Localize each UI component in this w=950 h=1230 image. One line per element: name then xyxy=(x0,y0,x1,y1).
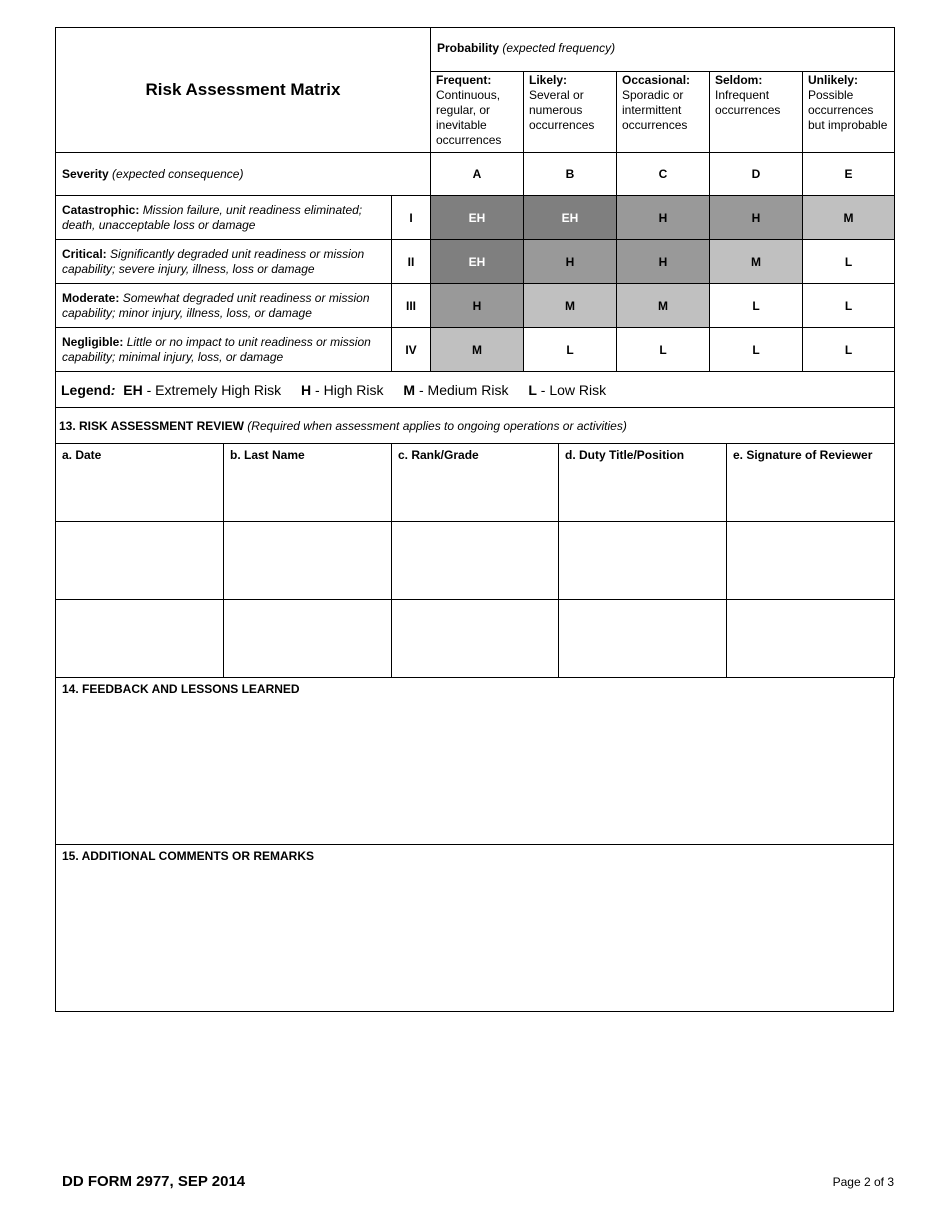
feedback-section xyxy=(55,678,894,845)
risk-cell: M xyxy=(524,284,617,328)
review-row xyxy=(56,522,895,600)
legend-colon: : xyxy=(110,381,116,398)
legend-code: EH xyxy=(123,381,143,398)
form-page xyxy=(55,27,894,1012)
review-row xyxy=(56,600,895,678)
probability-letter: C xyxy=(617,153,710,196)
date-field[interactable] xyxy=(56,522,224,600)
probability-desc: Sporadic or intermittent occurrences xyxy=(622,88,688,132)
severity-desc: Mission failure, unit readiness eliminated; death, unacceptable loss or damage xyxy=(62,202,363,232)
rank-grade-label: c. Rank/Grade xyxy=(398,448,479,462)
date-label: a. Date xyxy=(62,448,102,462)
review-title: 13. RISK ASSESSMENT REVIEW xyxy=(59,418,244,433)
probability-name: Seldom: xyxy=(715,73,763,87)
legend-item-h xyxy=(301,382,383,398)
risk-assessment-review xyxy=(55,408,895,678)
risk-cell: H xyxy=(431,284,524,328)
rank-grade-field[interactable] xyxy=(392,600,559,678)
comments-field[interactable] xyxy=(56,845,894,1012)
probability-name: Occasional: xyxy=(622,73,691,87)
severity-row-moderate xyxy=(56,284,895,328)
legend-code: L xyxy=(528,381,537,398)
severity-description xyxy=(56,328,392,372)
legend-code: M xyxy=(403,381,416,398)
probability-note: (expected frequency) xyxy=(502,41,616,55)
probability-likely xyxy=(524,72,617,153)
severity-description xyxy=(56,284,392,328)
probability-frequent xyxy=(431,72,524,153)
probability-name: Likely: xyxy=(529,73,568,87)
risk-cell: H xyxy=(524,240,617,284)
rank-grade-field[interactable] xyxy=(392,522,559,600)
risk-cell: L xyxy=(710,328,803,372)
probability-desc: Continuous, regular, or inevitable occurrences xyxy=(436,88,502,147)
review-note: (Required when assessment applies to ongoing operations or activities) xyxy=(247,418,627,433)
legend-item-m xyxy=(403,382,508,398)
risk-cell: H xyxy=(710,196,803,240)
last-name-field[interactable] xyxy=(224,444,392,522)
comments-title: 15. ADDITIONAL COMMENTS OR REMARKS xyxy=(62,849,315,863)
feedback-field[interactable] xyxy=(56,678,894,845)
severity-level: III xyxy=(392,284,431,328)
severity-name: Moderate: xyxy=(62,290,120,305)
risk-cell: M xyxy=(431,328,524,372)
risk-cell: L xyxy=(710,284,803,328)
last-name-label: b. Last Name xyxy=(230,448,305,462)
risk-cell: L xyxy=(803,284,895,328)
risk-assessment-matrix xyxy=(55,27,895,408)
last-name-field[interactable] xyxy=(224,522,392,600)
duty-title-field[interactable] xyxy=(559,444,727,522)
probability-label: Probability xyxy=(437,41,500,55)
form-id: DD FORM 2977, SEP 2014 xyxy=(62,1173,246,1190)
probability-header xyxy=(431,28,895,72)
probability-seldom xyxy=(710,72,803,153)
legend-label: Legend xyxy=(61,381,111,398)
severity-row-critical xyxy=(56,240,895,284)
probability-desc: Infrequent occurrences xyxy=(715,88,781,117)
severity-level: IV xyxy=(392,328,431,372)
last-name-field[interactable] xyxy=(224,600,392,678)
severity-desc: Significantly degraded unit readiness or mission capability; severe injury, illness, loss or damage xyxy=(62,246,365,276)
legend xyxy=(56,372,895,408)
probability-letter: D xyxy=(710,153,803,196)
date-field[interactable] xyxy=(56,600,224,678)
probability-name: Unlikely: xyxy=(808,73,859,87)
signature-field[interactable] xyxy=(727,600,895,678)
severity-name: Negligible: xyxy=(62,334,124,349)
severity-name: Catastrophic: xyxy=(62,202,140,217)
risk-cell: M xyxy=(617,284,710,328)
probability-name: Frequent: xyxy=(436,73,492,87)
probability-unlikely xyxy=(803,72,895,153)
signature-field[interactable] xyxy=(727,522,895,600)
severity-label: Severity xyxy=(62,167,109,181)
risk-cell: EH xyxy=(431,196,524,240)
signature-label: e. Signature of Reviewer xyxy=(733,448,873,462)
risk-cell: M xyxy=(710,240,803,284)
risk-cell: M xyxy=(803,196,895,240)
comments-section xyxy=(55,845,894,1012)
severity-description xyxy=(56,196,392,240)
legend-code: H xyxy=(301,381,312,398)
severity-description xyxy=(56,240,392,284)
signature-field[interactable] xyxy=(727,444,895,522)
probability-letter: E xyxy=(803,153,895,196)
legend-text: - Medium Risk xyxy=(415,381,509,398)
probability-desc: Possible occurrences but improbable xyxy=(808,88,888,132)
legend-text: - High Risk xyxy=(311,381,384,398)
feedback-title: 14. FEEDBACK AND LESSONS LEARNED xyxy=(62,682,300,696)
matrix-title: Risk Assessment Matrix xyxy=(56,28,431,153)
risk-cell: L xyxy=(617,328,710,372)
severity-level: II xyxy=(392,240,431,284)
duty-title-field[interactable] xyxy=(559,522,727,600)
severity-row-catastrophic xyxy=(56,196,895,240)
severity-level: I xyxy=(392,196,431,240)
page-number: Page 2 of 3 xyxy=(832,1175,894,1189)
severity-row-negligible xyxy=(56,328,895,372)
severity-desc: Little or no impact to unit readiness or mission capability; minimal injury, loss, or damage xyxy=(62,334,371,364)
risk-cell: EH xyxy=(431,240,524,284)
probability-letter: B xyxy=(524,153,617,196)
risk-cell: L xyxy=(803,328,895,372)
severity-desc: Somewhat degraded unit readiness or mission capability; minor injury, illness, loss, or damage xyxy=(62,290,370,320)
legend-text: - Extremely High Risk xyxy=(142,381,282,398)
date-field[interactable] xyxy=(56,444,224,522)
legend-item-l xyxy=(528,382,606,398)
probability-occasional xyxy=(617,72,710,153)
risk-cell: H xyxy=(617,196,710,240)
risk-cell: L xyxy=(803,240,895,284)
rank-grade-field[interactable] xyxy=(392,444,559,522)
risk-cell: EH xyxy=(524,196,617,240)
severity-note: (expected consequence) xyxy=(112,167,244,181)
severity-header xyxy=(56,153,431,196)
legend-text: - Low Risk xyxy=(536,381,607,398)
probability-desc: Several or numerous occurrences xyxy=(529,88,595,132)
legend-item-eh xyxy=(123,382,281,398)
duty-title-label: d. Duty Title/Position xyxy=(565,448,685,462)
review-section-title xyxy=(56,408,895,444)
duty-title-field[interactable] xyxy=(559,600,727,678)
risk-cell: H xyxy=(617,240,710,284)
probability-letter: A xyxy=(431,153,524,196)
risk-cell: L xyxy=(524,328,617,372)
severity-name: Critical: xyxy=(62,246,107,261)
